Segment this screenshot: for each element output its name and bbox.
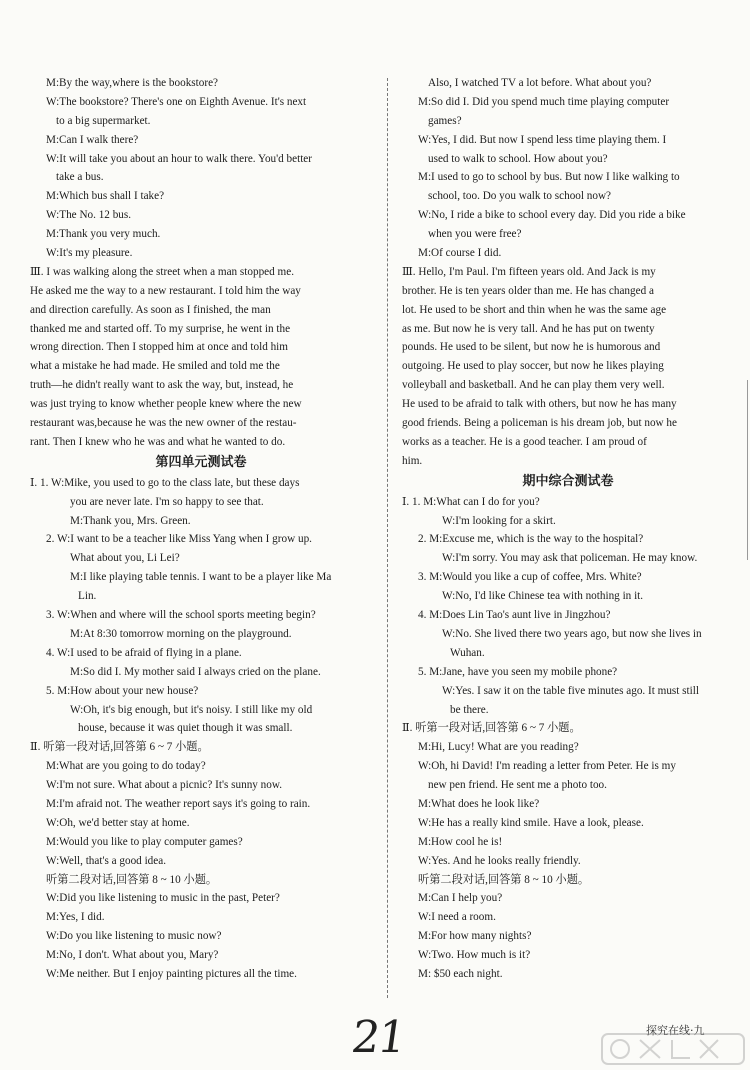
text-line: M:What are you going to do today? [46,760,206,773]
text-line: M:Can I walk there? [46,133,139,146]
text-line: games? [428,114,462,127]
text-line: M:By the way,where is the bookstore? [46,77,219,89]
text-line: W:Did you like listening to music in the past, Peter? [46,892,280,905]
text-line: 3. M:Would you like a cup of coffee, Mrs. White? [418,571,642,584]
text-line: M:At 8:30 tomorrow morning on the playground. [70,627,292,640]
text-line: as me. But now he is very tall. And he has put on twenty [402,322,655,335]
text-line: W:He has a really kind smile. Have a look, please. [418,816,644,829]
text-line: M:I'm afraid not. The weather report says it's going to rain. [46,797,311,810]
text-line: M:What does he look like? [418,797,540,810]
text-line: What about you, Li Lei? [70,552,180,565]
text-line: Ⅱ. 听第一段对话,回答第 6 ~ 7 小题。 [30,741,209,754]
text-line: M:Can I help you? [418,892,503,905]
text-line: Ⅰ. 1. M:What can I do for you? [402,495,540,508]
text-line: M:How cool he is! [418,835,503,848]
text-line: truth—he didn't really want to ask the way, but, instead, he [30,379,294,392]
text-line: Lin. [78,590,97,603]
text-line: works as a teacher. He is a good teacher. I am proud of [402,435,647,448]
text-line: W:No, I ride a bike to school every day. Did you ride a bike [418,209,686,222]
text-line: 4. M:Does Lin Tao's aunt live in Jingzhou? [418,609,611,622]
text-line: what a mistake he had made. He smiled and told me the [30,360,280,373]
text-line: lot. He used to be short and thin when he was the same age [402,303,667,316]
text-line: W:Yes. I saw it on the table five minutes ago. It must still [442,684,699,697]
text-line: M:Thank you, Mrs. Green. [70,514,191,527]
text-line: Ⅱ. 听第一段对话,回答第 6 ~ 7 小题。 [402,722,581,735]
text-line: pounds. He used to be silent, but now he is humorous and [402,341,661,354]
text-line: Wuhan. [450,646,485,659]
text-line: M:Which bus shall I take? [46,190,165,203]
text-line: He used to be afraid to talk with others, but now he has many [402,398,677,411]
text-line: M: $50 each night. [418,967,503,980]
text-line: 2. M:Excuse me, which is the way to the hospital? [418,533,644,546]
column-divider [387,78,389,998]
text-line: W:I'm sorry. You may ask that policeman. He may know. [442,552,698,565]
text-line: good friends. Being a policeman is his dream job, but now he [402,417,677,430]
text-line: W:Oh, hi David! I'm reading a letter from Peter. He is my [418,760,676,773]
text-line: new pen friend. He sent me a photo too. [428,779,607,792]
text-line: 听第二段对话,回答第 8 ~ 10 小题。 [46,873,218,886]
text-line: him. [402,454,423,467]
text-line: Ⅰ. 1. W:Mike, you used to go to the class late, but these days [30,476,300,489]
text-line: M:For how many nights? [418,930,532,943]
text-line: W:Yes, I did. But now I spend less time playing them. I [418,133,667,146]
text-line: 听第二段对话,回答第 8 ~ 10 小题。 [418,873,590,886]
text-line: W:Oh, it's big enough, but it's noisy. I still like my old [70,703,313,716]
text-line: 5. M:How about your new house? [46,684,199,697]
text-line: take a bus. [56,171,104,184]
text-line: W:Well, that's a good idea. [46,854,166,867]
text-line: W:I'm not sure. What about a picnic? It's sunny now. [46,779,283,792]
text-line: 2. W:I want to be a teacher like Miss Yang when I grow up. [46,533,312,546]
text-line: restaurant was,because he was the new owner of the restau- [30,417,297,430]
text-line: house, because it was quiet though it was small. [78,722,293,735]
text-line: be there. [450,703,489,716]
text-line: Also, I watched TV a lot before. What about you? [428,77,652,89]
margin-rule [747,380,748,560]
text-line: to a big supermarket. [56,114,151,127]
text-line: rant. Then I knew who he was and what he wanted to do. [30,435,286,448]
text-line: 5. M:Jane, have you seen my mobile phone? [418,665,618,678]
text-line: W:No. She lived there two years ago, but now she lives in [442,627,702,640]
text-line: M:So did I. My mother said I always cried on the plane. [70,665,321,678]
text-line: brother. He is ten years older than me. He has changed a [402,284,654,297]
text-line: was just trying to know whether people knew where the new [30,398,302,411]
handwritten-page-number: 21 [348,1012,408,1063]
text-line: Ⅲ. I was walking along the street when a man stopped me. [30,265,294,278]
text-line: W:The No. 12 bus. [46,209,132,222]
text-line: and direction carefully. As soon as I finished, the man [30,303,271,316]
text-line: M:Would you like to play computer games? [46,835,243,848]
text-line: when you were free? [428,228,522,241]
section-heading: 第四单元测试卷 [155,454,247,470]
text-line: W:It's my pleasure. [46,247,133,260]
text-line: 3. W:When and where will the school sports meeting begin? [46,609,316,622]
text-line: W:Me neither. But I enjoy painting pictures all the time. [46,967,297,980]
text-line: thanked me and started off. To my surprise, he went in the [30,322,291,335]
text-line: used to walk to school. How about you? [428,152,608,165]
text-line: W:I need a room. [418,911,496,924]
text-line: He asked me the way to a new restaurant. I told him the way [30,284,301,297]
text-line: M:Of course I did. [418,247,502,260]
left-column [30,74,372,984]
text-line: M:I like playing table tennis. I want to be a player like Ma [70,571,332,584]
text-line: W:It will take you about an hour to walk there. You'd better [46,152,313,165]
text-line: M:No, I don't. What about you, Mary? [46,949,219,962]
text-line: W:I'm looking for a skirt. [442,514,556,527]
right-column [402,74,734,984]
text-line: W:Two. How much is it? [418,949,531,962]
text-line: W:Yes. And he looks really friendly. [418,854,581,867]
text-line: M:Yes, I did. [46,911,105,924]
text-line: 4. W:I used to be afraid of flying in a plane. [46,646,242,659]
text-line: you are never late. I'm so happy to see that. [70,495,264,508]
text-line: W:The bookstore? There's one on Eighth Avenue. It's next [46,95,307,108]
text-line: volleyball and basketball. And he can play them very well. [402,379,665,392]
text-line: M:I used to go to school by bus. But now I like walking to [418,171,680,184]
text-line: M:Hi, Lucy! What are you reading? [418,741,579,754]
text-line: M:So did I. Did you spend much time playing computer [418,95,670,108]
text-line: wrong direction. Then I stopped him at once and told him [30,341,288,354]
text-line: school, too. Do you walk to school now? [428,190,612,203]
text-line: W:Oh, we'd better stay at home. [46,816,190,829]
text-line: outgoing. He used to play soccer, but now he likes playing [402,360,664,373]
section-heading: 期中综合测试卷 [522,473,614,489]
text-line: W:No, I'd like Chinese tea with nothing in it. [442,590,644,603]
watermark-logo [600,1030,746,1068]
text-line: M:Thank you very much. [46,228,161,241]
text-line: W:Do you like listening to music now? [46,930,222,943]
text-line: Ⅲ. Hello, I'm Paul. I'm fifteen years old. And Jack is my [402,265,656,278]
footer-title: 探究在线·九 [646,1024,705,1037]
